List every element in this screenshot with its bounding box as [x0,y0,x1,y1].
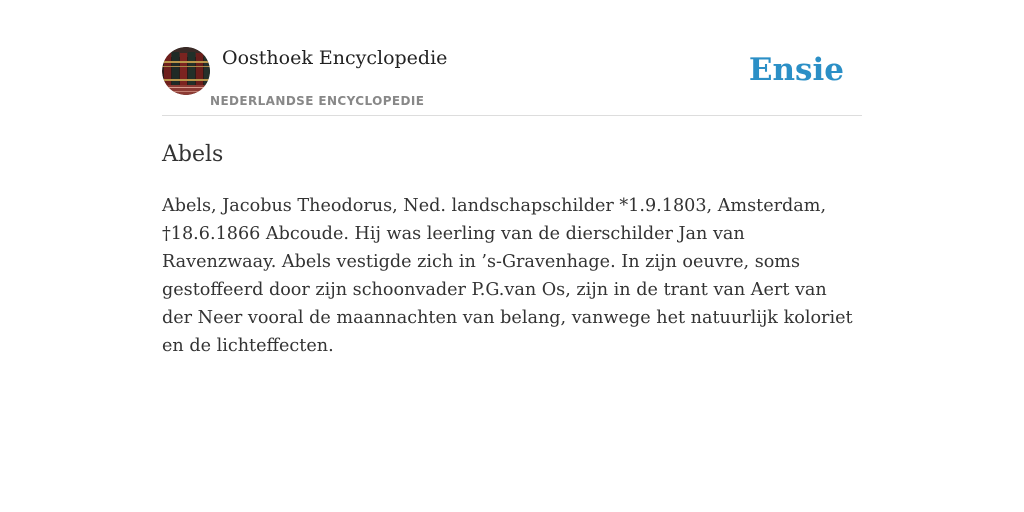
site-title-link[interactable]: Oosthoek Encyclopedie [222,47,448,69]
header [162,46,862,116]
encyclopedia-books-icon[interactable] [162,47,210,95]
site-subtitle: NEDERLANDSE ENCYCLOPEDIE [210,94,425,108]
ensie-logo-link[interactable]: Ensie [748,52,844,88]
header-divider [162,115,862,116]
article-body: Abels, Jacobus Theodorus, Ned. landschapschilder *1.9.1803, Amsterdam, †18.6.1866 Abcoude. Hij was leerling van de dierschilder Jan van Ravenzwaay. Abels vestigde zich in ’s-Gravenhage. In zijn oeuvre, soms gestoffeerd door zijn schoonvader P.G.van Os, zijn in de trant van Aert van der Neer vooral de maannachten van belang, vanwege het natuurlijk koloriet en de lichteffecten. [162,196,853,356]
article-title: Abels [162,142,224,167]
